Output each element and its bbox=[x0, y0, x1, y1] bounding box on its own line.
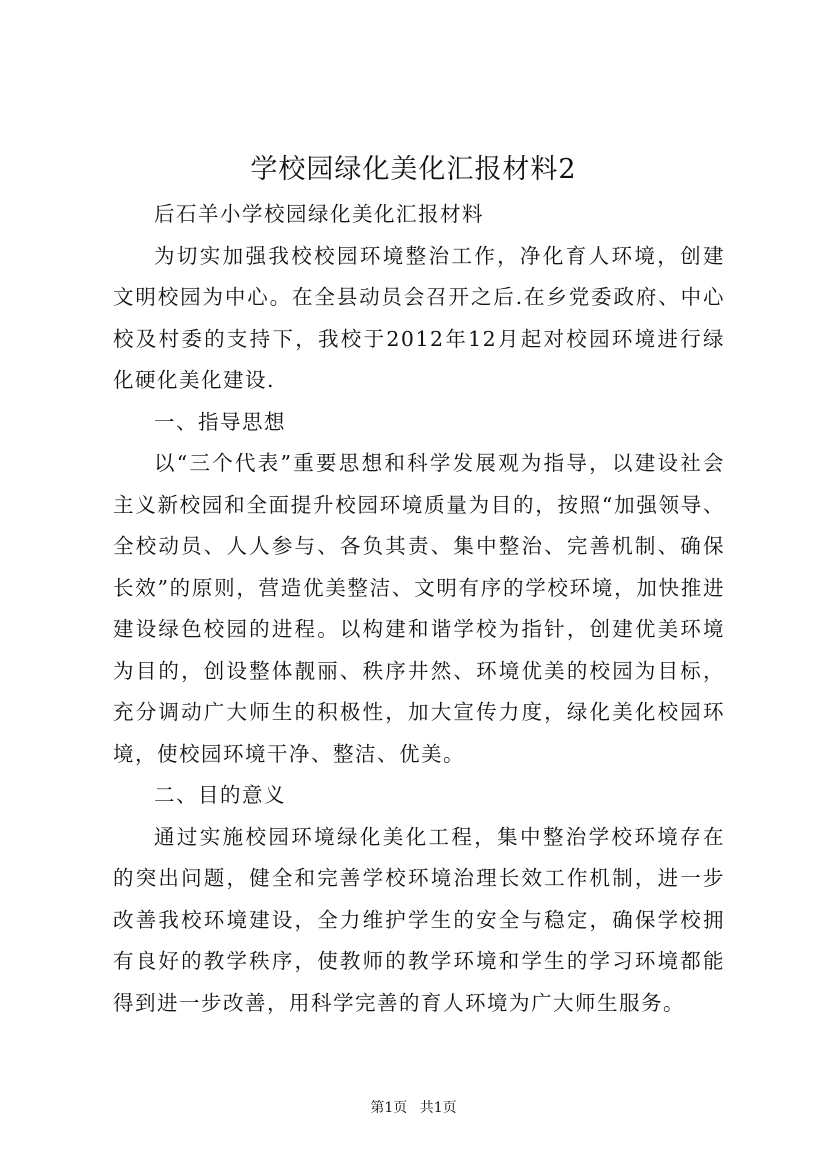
page-total: 共1页 bbox=[419, 1100, 457, 1116]
intro-paragraph: 为切实加强我校校园环境整治工作，净化育人环境，创建文明校园为中心。在全县动员会召开之后.在乡党委政府、中心校及村委的支持下，我校于2012年12月起对校园环境进行绿化硬化美化建设. bbox=[113, 243, 725, 392]
page-footer bbox=[0, 1098, 827, 1118]
section-heading-purpose: 二、目的意义 bbox=[154, 783, 286, 807]
section-heading-guiding-ideology: 一、指导思想 bbox=[154, 409, 286, 434]
guiding-ideology-paragraph: 以“三个代表”重要思想和科学发展观为指导，以建设社会主义新校园和全面提升校园环境质量为目的，按照“加强领导、全校动员、人人参与、各负其责、集中整治、完善机制、确保长效”的原则，营造优美整洁、文明有序的学校环境，加快推进建设绿色校园的进程。以构建和谐学校为指针，创建优美环境为目的，创设整体靓丽、秩序井然、环境优美的校园为目标，充分调动广大师生的积极性，加大宣传力度，绿化美化校园环境，使校园环境干净、整洁、优美。 bbox=[113, 451, 725, 766]
subtitle-paragraph: 后石羊小学校园绿化美化汇报材料 bbox=[154, 202, 484, 226]
document-body bbox=[113, 194, 725, 1024]
page-number: 第1页 bbox=[370, 1100, 408, 1116]
document-title: 学校园绿化美化汇报材料2 bbox=[250, 154, 577, 185]
purpose-paragraph: 通过实施校园环境绿化美化工程，集中整治学校环境存在的突出问题，健全和完善学校环境治理长效工作机制，进一步改善我校环境建设，全力维护学生的安全与稳定，确保学校拥有良好的教学秩序，使教师的教学环境和学生的学习环境都能得到进一步改善，用科学完善的育人环境为广大师生服务。 bbox=[113, 824, 725, 1015]
